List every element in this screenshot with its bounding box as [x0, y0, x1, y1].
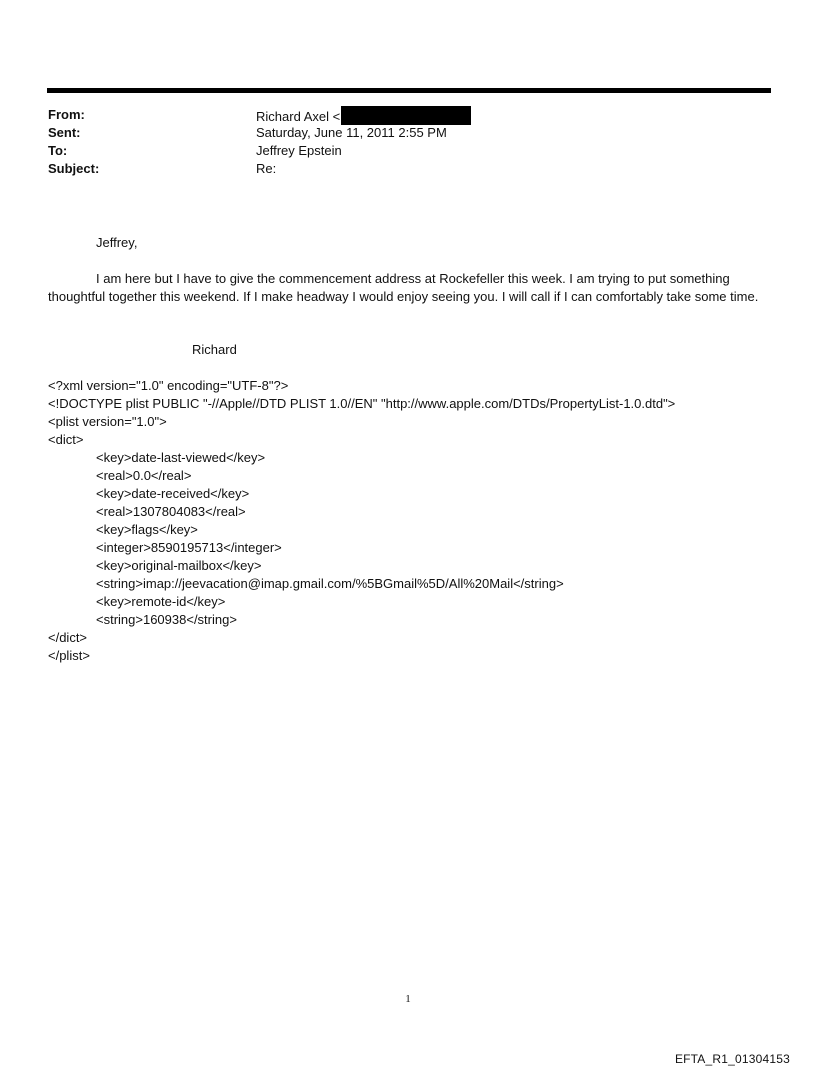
to-value: Jeffrey Epstein: [256, 143, 342, 158]
xml-line: <string>imap://jeevacation@imap.gmail.com/%5BGmail%5D/All%20Mail</string>: [96, 576, 564, 591]
message-paragraph: I am here but I have to give the commencement address at Rockefeller this week. I am trying to put something thoughtful together this weekend. If I make headway I would enjoy seeing you. I will call if I can comfortably take some time.: [48, 271, 759, 304]
xml-line: <key>remote-id</key>: [96, 594, 226, 609]
subject-row: [48, 160, 748, 178]
subject-label: Subject:: [48, 161, 100, 176]
message-signoff: Richard: [192, 342, 237, 357]
xml-line: <?xml version="1.0" encoding="UTF-8"?>: [48, 378, 289, 393]
plist-xml-block: [48, 377, 768, 665]
xml-line: <dict>: [48, 432, 84, 447]
message-greeting: Jeffrey,: [96, 235, 138, 250]
xml-line: <real>0.0</real>: [96, 468, 192, 483]
xml-line: <key>flags</key>: [96, 522, 198, 537]
xml-line: <integer>8590195713</integer>: [96, 540, 282, 555]
sent-row: [48, 124, 748, 142]
sent-value: Saturday, June 11, 2011 2:55 PM: [256, 125, 447, 140]
to-row: [48, 142, 748, 160]
from-label: From:: [48, 107, 85, 122]
from-name: Richard Axel <: [256, 109, 341, 124]
xml-line: </dict>: [48, 630, 88, 645]
xml-line: <plist version="1.0">: [48, 414, 167, 429]
xml-line: <string>160938</string>: [96, 612, 237, 627]
redaction-box: [341, 106, 471, 125]
from-value: [256, 106, 471, 126]
document-id: EFTA_R1_01304153: [674, 1052, 790, 1066]
email-header: [48, 106, 748, 178]
xml-line: <key>date-received</key>: [96, 486, 250, 501]
xml-line: <key>original-mailbox</key>: [96, 558, 262, 573]
sent-label: Sent:: [48, 125, 81, 140]
from-row: [48, 106, 748, 124]
xml-line: <!DOCTYPE plist PUBLIC "-//Apple//DTD PLIST 1.0//EN" "http://www.apple.com/DTDs/PropertyList-1.0.dtd">: [48, 396, 676, 411]
xml-line: </plist>: [48, 648, 90, 663]
xml-line: <key>date-last-viewed</key>: [96, 450, 266, 465]
header-divider: [47, 88, 771, 93]
page-number: 1: [405, 993, 411, 1005]
subject-value: Re:: [256, 161, 277, 176]
xml-line: <real>1307804083</real>: [96, 504, 246, 519]
to-label: To:: [48, 143, 68, 158]
